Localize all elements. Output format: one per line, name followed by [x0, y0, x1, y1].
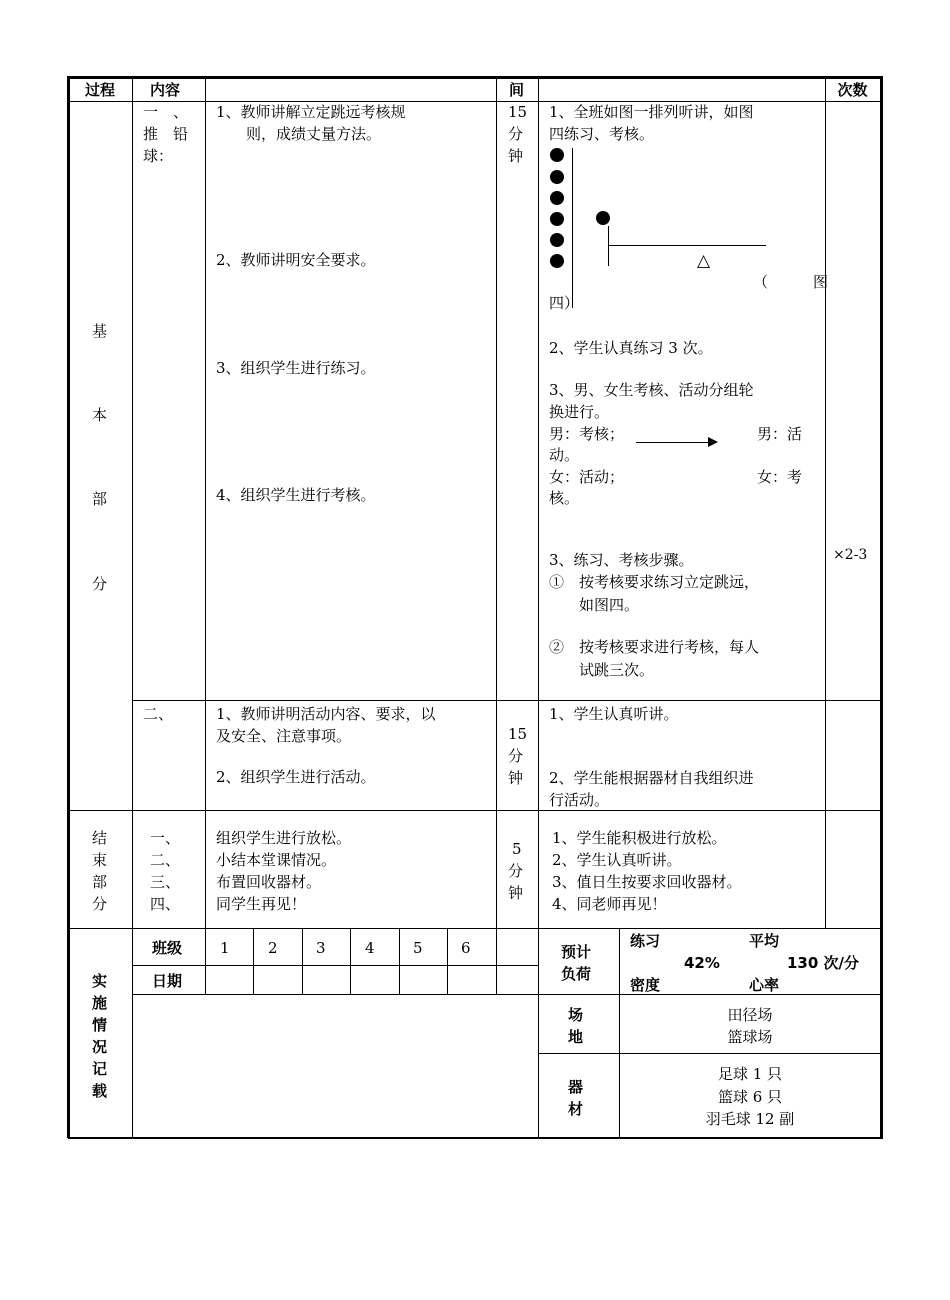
- jump-line: [608, 245, 766, 246]
- date-label: 日期: [152, 972, 183, 990]
- density-value: 42%: [684, 954, 720, 972]
- teacher-dot: [596, 211, 610, 225]
- student-dot: [550, 191, 564, 205]
- diagram-line: [608, 226, 609, 266]
- student-dot: [550, 148, 564, 162]
- student-dot: [550, 233, 564, 247]
- header-process: 过程: [84, 81, 115, 99]
- student-dot: [550, 254, 564, 268]
- arrow-right-icon: [708, 437, 718, 447]
- student-dot: [550, 212, 564, 226]
- diagram-line: [572, 148, 573, 308]
- target-triangle-icon: △: [697, 251, 711, 271]
- rotation-arrow: [636, 442, 710, 443]
- item2-label: 二、: [143, 705, 174, 723]
- student-dot: [550, 170, 564, 184]
- class-label: 班级: [152, 939, 183, 957]
- header-time: 间: [509, 81, 525, 99]
- header-content: 内容: [150, 81, 181, 99]
- header-count: 次数: [837, 81, 868, 99]
- item1-count: ×2-3: [833, 547, 868, 563]
- heart-rate-value: 130 次/分: [787, 954, 860, 972]
